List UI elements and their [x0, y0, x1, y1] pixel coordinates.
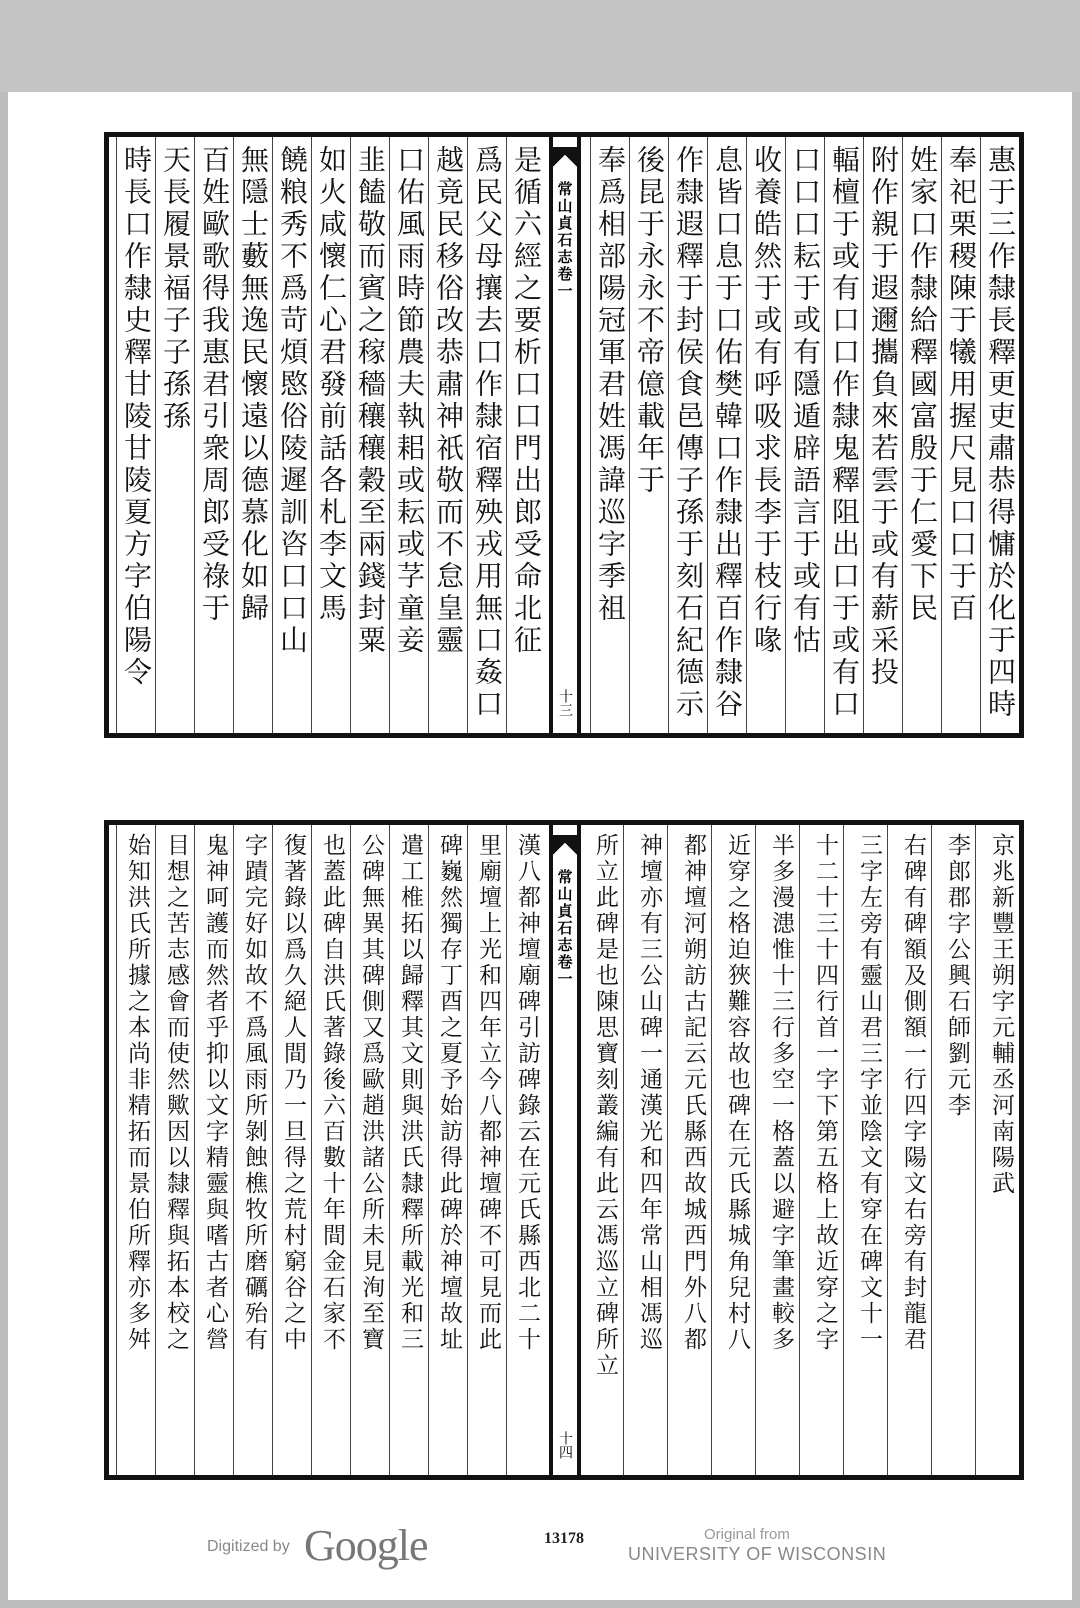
text-column: 京兆新豐王朔字元輔丞河南陽武	[975, 825, 1019, 1475]
text-column: 韭饁敬而賓之稼穡穰穰穀至兩錢封粟	[350, 137, 389, 733]
text-column: 如火咸懷仁心君發前話各札李文馬	[311, 137, 350, 733]
spine-page-number: 十四	[557, 1431, 573, 1459]
fish-tail-mark-icon	[553, 147, 577, 175]
text-column: 鬼神呵護而然者乎抑以文字精靈與嗜古者心營	[194, 825, 233, 1475]
text-column: 半多漫漶惟十三行多空一格蓋以避字筆畫較多	[755, 825, 799, 1475]
text-column: 所立此碑是也陳思寶刻叢編有此云馮巡立碑所立	[579, 825, 623, 1475]
digitized-by-label: Digitized by	[207, 1538, 290, 1555]
text-column: 無隱士藪無逸民懷遠以德慕化如歸	[233, 137, 272, 733]
text-column: 收養皓然于或有呼吸求長李于枝行喙	[746, 137, 785, 733]
text-column: 三字左旁有靈山君三字並陰文有穿在碑文十一	[843, 825, 887, 1475]
text-column: 十二十三十四行首一字下第五格上故近穿之字	[799, 825, 843, 1475]
text-column: 是循六經之要析口口門出郎受命北征	[506, 137, 545, 733]
text-column: 口佑風雨時節農夫執耜或耘或芓童妾	[389, 137, 428, 733]
upper-page-spine	[549, 137, 581, 733]
text-column: 附作親于遐邇攜負來若雲于或有薪采投	[863, 137, 902, 733]
text-column: 右碑有碑額及側額一行四字陽文右旁有封龍君	[887, 825, 931, 1475]
viewer-top-bar	[0, 0, 1080, 92]
upper-right-text-block	[587, 137, 1019, 733]
spine-title: 常山貞石志卷一	[555, 181, 574, 300]
text-column: 輻檀于或有口口作隸鬼釋阻出口于或有口	[824, 137, 863, 733]
spine-page-number: 十三	[557, 689, 573, 717]
text-column: 奉祀栗稷陳于犧用握尺見口口于百	[941, 137, 980, 733]
text-column: 近穿之格迫狹難容故也碑在元氏縣城角兒村八	[711, 825, 755, 1475]
digitization-footer	[0, 1520, 1080, 1580]
text-column: 作隸遐釋于封侯食邑傳子孫于刻石紀德示	[668, 137, 707, 733]
text-column: 李郎郡字公興石師劉元李	[931, 825, 975, 1475]
text-column: 復著錄以爲久絕人間乃一旦得之荒村窮谷之中	[272, 825, 311, 1475]
text-column: 天長履景福子子孫孫	[155, 137, 194, 733]
upper-book-page	[104, 132, 1024, 738]
text-column: 漢八都神壇廟碑引訪碑錄云在元氏縣西北二十	[506, 825, 545, 1475]
text-column: 神壇亦有三公山碑一通漢光和四年常山相馮巡	[623, 825, 667, 1475]
text-column: 碑巍然獨存丁酉之夏予始訪得此碑於神壇故址	[428, 825, 467, 1475]
text-column: 時長口作隸史釋甘陵甘陵夏方字伯陽令	[116, 137, 155, 733]
upper-left-text-block	[109, 137, 545, 733]
text-column: 遣工椎拓以歸釋其文則與洪氏隸釋所載光和三	[389, 825, 428, 1475]
text-column: 目想之苦志感會而使然歟因以隸釋與拓本校之	[155, 825, 194, 1475]
text-column: 饒粮秀不爲苛煩愍俗陵遲訓咨口口山	[272, 137, 311, 733]
text-column: 後昆于永永不帝億載年于	[629, 137, 668, 733]
text-column: 惠于三作隸長釋更吏肅恭得慵於化于四時	[980, 137, 1019, 733]
lower-left-text-block	[109, 825, 545, 1475]
lower-page-spine	[549, 825, 581, 1475]
text-column: 口口口耘于或有隱遁辟語言于或有怙	[785, 137, 824, 733]
original-from-label: Original from	[704, 1526, 790, 1543]
lower-book-page	[104, 820, 1024, 1480]
text-column: 都神壇河朔訪古記云元氏縣西故城西門外八都	[667, 825, 711, 1475]
text-column: 字蹟完好如故不爲風雨所剝蝕樵牧所磨礪殆有	[233, 825, 272, 1475]
fish-tail-mark-icon	[553, 835, 577, 863]
text-column: 公碑無異其碑側又爲歐趙洪諸公所未見洵至寶	[350, 825, 389, 1475]
text-column: 爲民父母攘去口作隸宿釋殃戎用無口姦口	[467, 137, 506, 733]
text-column: 奉爲相部陽冠軍君姓馮諱巡字季祖	[590, 137, 629, 733]
university-label: UNIVERSITY OF WISCONSIN	[628, 1544, 887, 1564]
google-logo: Google	[304, 1521, 428, 1570]
lower-right-text-block	[579, 825, 1019, 1475]
text-column: 越竟民移俗改恭肅神祇敬而不怠皇靈	[428, 137, 467, 733]
text-column: 里廟壇上光和四年立今八都神壇碑不可見而此	[467, 825, 506, 1475]
text-column: 百姓歐歌得我惠君引衆周郎受祿于	[194, 137, 233, 733]
text-column: 姓家口作隸給釋國富殷于仁愛下民	[902, 137, 941, 733]
spine-title: 常山貞石志卷一	[555, 869, 574, 988]
scan-page-number: 13178	[544, 1530, 584, 1547]
text-column: 也蓋此碑自洪氏著錄後六百數十年間金石家不	[311, 825, 350, 1475]
text-column: 息皆口息于口佑樊韓口作隸出釋百作隸谷	[707, 137, 746, 733]
text-column: 始知洪氏所據之本尚非精拓而景伯所釋亦多舛	[116, 825, 155, 1475]
